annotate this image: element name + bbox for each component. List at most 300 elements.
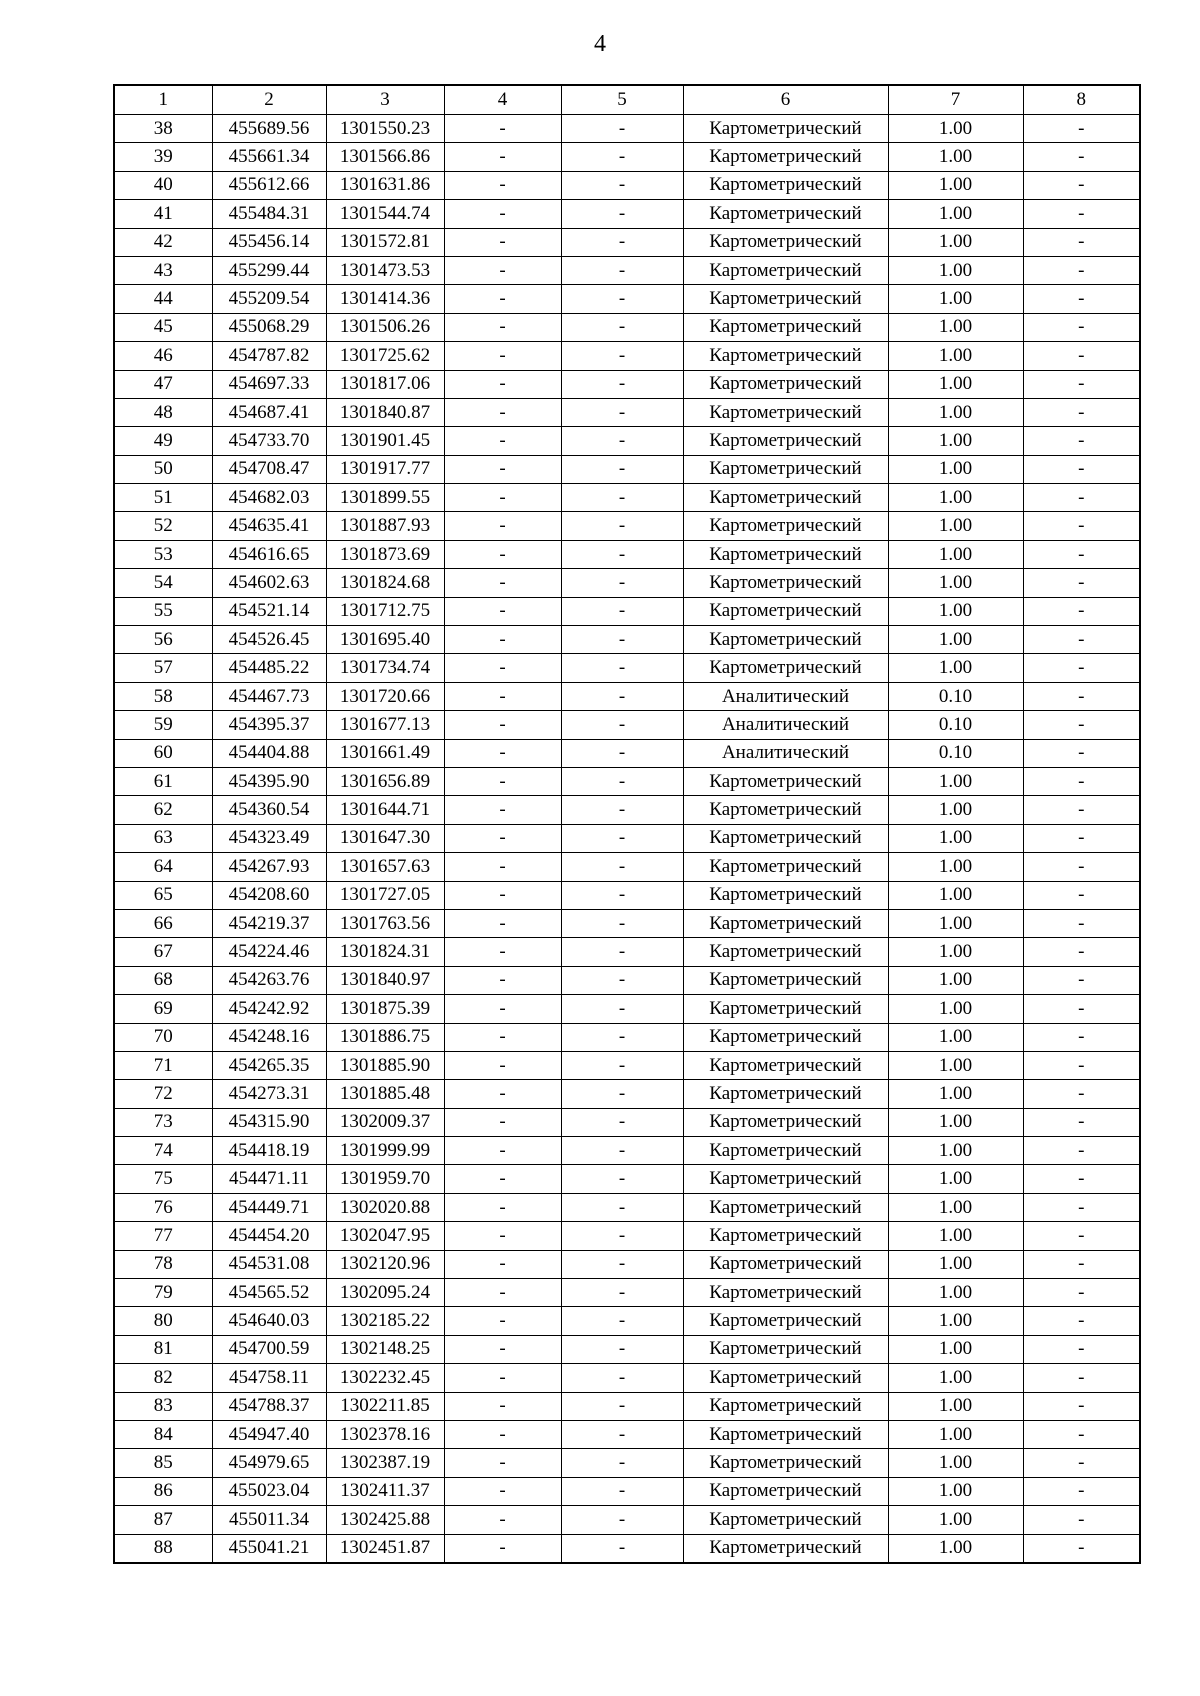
y-coordinate-cell: 1301644.71 [326,796,444,824]
col8-cell: - [1023,1279,1140,1307]
column-header: 7 [888,85,1023,115]
col8-cell: - [1023,427,1140,455]
point-number-cell: 41 [114,200,212,228]
table-row [114,1449,1140,1477]
col5-cell: - [561,881,683,909]
col4-cell: - [444,1051,561,1079]
col8-cell: - [1023,853,1140,881]
y-coordinate-cell: 1301824.31 [326,938,444,966]
accuracy-cell: 1.00 [888,1165,1023,1193]
accuracy-cell: 1.00 [888,1279,1023,1307]
table-row [114,796,1140,824]
accuracy-cell: 1.00 [888,1392,1023,1420]
col8-cell: - [1023,569,1140,597]
y-coordinate-cell: 1301414.36 [326,285,444,313]
accuracy-cell: 1.00 [888,1193,1023,1221]
x-coordinate-cell: 454758.11 [212,1364,326,1392]
y-coordinate-cell: 1301899.55 [326,484,444,512]
point-number-cell: 81 [114,1335,212,1363]
col8-cell: - [1023,455,1140,483]
y-coordinate-cell: 1302451.87 [326,1534,444,1563]
x-coordinate-cell: 454531.08 [212,1250,326,1278]
x-coordinate-cell: 455612.66 [212,171,326,199]
table-row [114,1193,1140,1221]
col8-cell: - [1023,796,1140,824]
accuracy-cell: 1.00 [888,540,1023,568]
col5-cell: - [561,739,683,767]
column-header: 4 [444,85,561,115]
x-coordinate-cell: 454224.46 [212,938,326,966]
y-coordinate-cell: 1301875.39 [326,995,444,1023]
accuracy-cell: 0.10 [888,739,1023,767]
col5-cell: - [561,455,683,483]
method-cell: Картометрический [683,909,888,937]
table-row [114,569,1140,597]
col4-cell: - [444,909,561,937]
point-number-cell: 56 [114,626,212,654]
y-coordinate-cell: 1301959.70 [326,1165,444,1193]
col5-cell: - [561,1051,683,1079]
table-row [114,370,1140,398]
col4-cell: - [444,1080,561,1108]
col5-cell: - [561,143,683,171]
point-number-cell: 79 [114,1279,212,1307]
col8-cell: - [1023,1506,1140,1534]
x-coordinate-cell: 454733.70 [212,427,326,455]
accuracy-cell: 1.00 [888,1080,1023,1108]
col8-cell: - [1023,200,1140,228]
method-cell: Картометрический [683,200,888,228]
table-row [114,909,1140,937]
col5-cell: - [561,398,683,426]
point-number-cell: 53 [114,540,212,568]
column-header: 8 [1023,85,1140,115]
point-number-cell: 39 [114,143,212,171]
x-coordinate-cell: 454360.54 [212,796,326,824]
col5-cell: - [561,1165,683,1193]
table-row [114,398,1140,426]
y-coordinate-cell: 1301725.62 [326,342,444,370]
point-number-cell: 88 [114,1534,212,1563]
col5-cell: - [561,171,683,199]
method-cell: Картометрический [683,1335,888,1363]
accuracy-cell: 1.00 [888,1307,1023,1335]
col4-cell: - [444,1364,561,1392]
method-cell: Картометрический [683,1137,888,1165]
method-cell: Картометрический [683,597,888,625]
y-coordinate-cell: 1301656.89 [326,767,444,795]
x-coordinate-cell: 454787.82 [212,342,326,370]
table-row [114,1279,1140,1307]
accuracy-cell: 1.00 [888,200,1023,228]
method-cell: Картометрический [683,1449,888,1477]
table-row [114,597,1140,625]
x-coordinate-cell: 455023.04 [212,1477,326,1505]
col5-cell: - [561,342,683,370]
col5-cell: - [561,1193,683,1221]
col4-cell: - [444,256,561,284]
col4-cell: - [444,682,561,710]
table-row [114,739,1140,767]
x-coordinate-cell: 454315.90 [212,1108,326,1136]
col8-cell: - [1023,256,1140,284]
y-coordinate-cell: 1301999.99 [326,1137,444,1165]
y-coordinate-cell: 1301887.93 [326,512,444,540]
col8-cell: - [1023,143,1140,171]
method-cell: Картометрический [683,853,888,881]
col8-cell: - [1023,228,1140,256]
method-cell: Картометрический [683,143,888,171]
point-number-cell: 57 [114,654,212,682]
col5-cell: - [561,1477,683,1505]
x-coordinate-cell: 454682.03 [212,484,326,512]
col5-cell: - [561,370,683,398]
col8-cell: - [1023,597,1140,625]
table-row [114,1392,1140,1420]
accuracy-cell: 1.00 [888,1449,1023,1477]
accuracy-cell: 1.00 [888,909,1023,937]
accuracy-cell: 1.00 [888,626,1023,654]
y-coordinate-cell: 1301566.86 [326,143,444,171]
table-row [114,1108,1140,1136]
point-number-cell: 42 [114,228,212,256]
point-number-cell: 38 [114,115,212,143]
point-number-cell: 54 [114,569,212,597]
col5-cell: - [561,313,683,341]
col8-cell: - [1023,881,1140,909]
col4-cell: - [444,115,561,143]
table-row [114,824,1140,852]
method-cell: Картометрический [683,228,888,256]
col4-cell: - [444,966,561,994]
method-cell: Картометрический [683,115,888,143]
y-coordinate-cell: 1301473.53 [326,256,444,284]
accuracy-cell: 1.00 [888,853,1023,881]
col8-cell: - [1023,1165,1140,1193]
col8-cell: - [1023,1080,1140,1108]
method-cell: Картометрический [683,427,888,455]
table-row [114,767,1140,795]
x-coordinate-cell: 454323.49 [212,824,326,852]
col4-cell: - [444,569,561,597]
accuracy-cell: 1.00 [888,455,1023,483]
col4-cell: - [444,824,561,852]
col5-cell: - [561,1222,683,1250]
table-row [114,853,1140,881]
x-coordinate-cell: 455041.21 [212,1534,326,1563]
col5-cell: - [561,995,683,1023]
accuracy-cell: 1.00 [888,1420,1023,1448]
point-number-cell: 70 [114,1023,212,1051]
table-row [114,1023,1140,1051]
col5-cell: - [561,654,683,682]
x-coordinate-cell: 454467.73 [212,682,326,710]
col8-cell: - [1023,995,1140,1023]
method-cell: Картометрический [683,824,888,852]
point-number-cell: 43 [114,256,212,284]
table-row [114,342,1140,370]
point-number-cell: 71 [114,1051,212,1079]
col5-cell: - [561,200,683,228]
x-coordinate-cell: 454471.11 [212,1165,326,1193]
col8-cell: - [1023,484,1140,512]
col5-cell: - [561,853,683,881]
accuracy-cell: 1.00 [888,512,1023,540]
table-row [114,682,1140,710]
col8-cell: - [1023,1449,1140,1477]
col4-cell: - [444,853,561,881]
point-number-cell: 50 [114,455,212,483]
col5-cell: - [561,1279,683,1307]
accuracy-cell: 1.00 [888,228,1023,256]
y-coordinate-cell: 1301817.06 [326,370,444,398]
column-header: 5 [561,85,683,115]
col8-cell: - [1023,370,1140,398]
table-row [114,228,1140,256]
table-row [114,966,1140,994]
col5-cell: - [561,1449,683,1477]
y-coordinate-cell: 1301631.86 [326,171,444,199]
col8-cell: - [1023,171,1140,199]
accuracy-cell: 1.00 [888,1051,1023,1079]
col4-cell: - [444,1477,561,1505]
table-row [114,512,1140,540]
accuracy-cell: 1.00 [888,115,1023,143]
x-coordinate-cell: 454708.47 [212,455,326,483]
coordinates-table [113,84,1141,1564]
col5-cell: - [561,1137,683,1165]
table-row [114,1250,1140,1278]
table-row [114,1165,1140,1193]
col5-cell: - [561,909,683,937]
accuracy-cell: 1.00 [888,597,1023,625]
table-row [114,256,1140,284]
y-coordinate-cell: 1301550.23 [326,115,444,143]
table-body [114,115,1140,1563]
col5-cell: - [561,824,683,852]
col5-cell: - [561,1506,683,1534]
col5-cell: - [561,484,683,512]
x-coordinate-cell: 454697.33 [212,370,326,398]
x-coordinate-cell: 454242.92 [212,995,326,1023]
table-row [114,171,1140,199]
point-number-cell: 60 [114,739,212,767]
accuracy-cell: 1.00 [888,171,1023,199]
x-coordinate-cell: 454208.60 [212,881,326,909]
x-coordinate-cell: 454565.52 [212,1279,326,1307]
method-cell: Картометрический [683,342,888,370]
col8-cell: - [1023,1392,1140,1420]
col4-cell: - [444,767,561,795]
method-cell: Картометрический [683,1420,888,1448]
method-cell: Картометрический [683,1108,888,1136]
x-coordinate-cell: 455661.34 [212,143,326,171]
accuracy-cell: 1.00 [888,824,1023,852]
x-coordinate-cell: 454248.16 [212,1023,326,1051]
col4-cell: - [444,1279,561,1307]
col5-cell: - [561,1080,683,1108]
point-number-cell: 75 [114,1165,212,1193]
accuracy-cell: 1.00 [888,881,1023,909]
col8-cell: - [1023,313,1140,341]
table-row [114,626,1140,654]
point-number-cell: 87 [114,1506,212,1534]
method-cell: Картометрический [683,1250,888,1278]
col4-cell: - [444,626,561,654]
x-coordinate-cell: 454526.45 [212,626,326,654]
col5-cell: - [561,1335,683,1363]
col4-cell: - [444,995,561,1023]
accuracy-cell: 1.00 [888,1534,1023,1563]
col5-cell: - [561,1250,683,1278]
method-cell: Картометрический [683,455,888,483]
table-row [114,143,1140,171]
accuracy-cell: 1.00 [888,966,1023,994]
method-cell: Картометрический [683,1534,888,1563]
col4-cell: - [444,143,561,171]
point-number-cell: 74 [114,1137,212,1165]
method-cell: Картометрический [683,171,888,199]
y-coordinate-cell: 1301720.66 [326,682,444,710]
column-header: 6 [683,85,888,115]
x-coordinate-cell: 455209.54 [212,285,326,313]
point-number-cell: 73 [114,1108,212,1136]
point-number-cell: 83 [114,1392,212,1420]
point-number-cell: 62 [114,796,212,824]
col4-cell: - [444,1534,561,1563]
col5-cell: - [561,796,683,824]
col5-cell: - [561,569,683,597]
x-coordinate-cell: 455484.31 [212,200,326,228]
column-header: 2 [212,85,326,115]
accuracy-cell: 1.00 [888,1023,1023,1051]
col4-cell: - [444,1137,561,1165]
point-number-cell: 78 [114,1250,212,1278]
point-number-cell: 69 [114,995,212,1023]
col5-cell: - [561,228,683,256]
table-row [114,484,1140,512]
col4-cell: - [444,938,561,966]
col4-cell: - [444,427,561,455]
point-number-cell: 61 [114,767,212,795]
col5-cell: - [561,1420,683,1448]
col5-cell: - [561,938,683,966]
table-row [114,1420,1140,1448]
y-coordinate-cell: 1302047.95 [326,1222,444,1250]
col4-cell: - [444,1222,561,1250]
accuracy-cell: 1.00 [888,1364,1023,1392]
col4-cell: - [444,1506,561,1534]
page-number: 4 [594,31,606,57]
col8-cell: - [1023,909,1140,937]
x-coordinate-cell: 454418.19 [212,1137,326,1165]
y-coordinate-cell: 1301824.68 [326,569,444,597]
method-cell: Картометрический [683,484,888,512]
accuracy-cell: 0.10 [888,682,1023,710]
point-number-cell: 82 [114,1364,212,1392]
table-row [114,938,1140,966]
point-number-cell: 80 [114,1307,212,1335]
col4-cell: - [444,342,561,370]
accuracy-cell: 1.00 [888,654,1023,682]
col5-cell: - [561,626,683,654]
point-number-cell: 67 [114,938,212,966]
accuracy-cell: 1.00 [888,143,1023,171]
point-number-cell: 40 [114,171,212,199]
col4-cell: - [444,597,561,625]
method-cell: Аналитический [683,682,888,710]
y-coordinate-cell: 1301840.87 [326,398,444,426]
y-coordinate-cell: 1301647.30 [326,824,444,852]
point-number-cell: 85 [114,1449,212,1477]
col5-cell: - [561,256,683,284]
point-number-cell: 49 [114,427,212,455]
accuracy-cell: 1.00 [888,1137,1023,1165]
table-row [114,654,1140,682]
col8-cell: - [1023,1420,1140,1448]
table-row [114,1307,1140,1335]
table-row [114,1080,1140,1108]
method-cell: Картометрический [683,1477,888,1505]
col8-cell: - [1023,285,1140,313]
accuracy-cell: 1.00 [888,427,1023,455]
x-coordinate-cell: 454602.63 [212,569,326,597]
y-coordinate-cell: 1301544.74 [326,200,444,228]
point-number-cell: 66 [114,909,212,937]
point-number-cell: 63 [114,824,212,852]
accuracy-cell: 1.00 [888,370,1023,398]
y-coordinate-cell: 1302120.96 [326,1250,444,1278]
point-number-cell: 45 [114,313,212,341]
table-row [114,1137,1140,1165]
y-coordinate-cell: 1302378.16 [326,1420,444,1448]
col8-cell: - [1023,1534,1140,1563]
point-number-cell: 76 [114,1193,212,1221]
method-cell: Картометрический [683,1080,888,1108]
table-row [114,711,1140,739]
point-number-cell: 68 [114,966,212,994]
point-number-cell: 59 [114,711,212,739]
col8-cell: - [1023,767,1140,795]
col4-cell: - [444,796,561,824]
y-coordinate-cell: 1301886.75 [326,1023,444,1051]
x-coordinate-cell: 454979.65 [212,1449,326,1477]
y-coordinate-cell: 1302020.88 [326,1193,444,1221]
col4-cell: - [444,1108,561,1136]
col5-cell: - [561,1108,683,1136]
table-row [114,881,1140,909]
col4-cell: - [444,1307,561,1335]
x-coordinate-cell: 454635.41 [212,512,326,540]
col5-cell: - [561,597,683,625]
col4-cell: - [444,484,561,512]
y-coordinate-cell: 1301727.05 [326,881,444,909]
col4-cell: - [444,285,561,313]
method-cell: Картометрический [683,767,888,795]
method-cell: Картометрический [683,1222,888,1250]
col5-cell: - [561,1023,683,1051]
x-coordinate-cell: 454485.22 [212,654,326,682]
point-number-cell: 47 [114,370,212,398]
x-coordinate-cell: 455689.56 [212,115,326,143]
col4-cell: - [444,455,561,483]
accuracy-cell: 1.00 [888,767,1023,795]
method-cell: Картометрический [683,1165,888,1193]
col4-cell: - [444,711,561,739]
col5-cell: - [561,1534,683,1563]
col4-cell: - [444,171,561,199]
col8-cell: - [1023,739,1140,767]
